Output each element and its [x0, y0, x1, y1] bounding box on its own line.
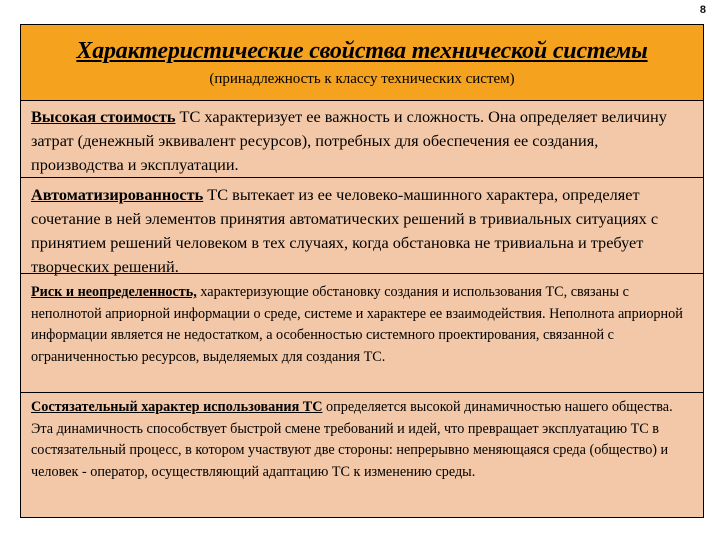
property-block-competitive: [21, 393, 703, 517]
property-description: определяется высокой динамичностью нашего общества. Эта динамичность способствует быстрой смене требований и идей, что превращает эксплуатацию ТС в состязательный процесс, в котором участвуют две стороны: непрерывно меняющаяся среда (общество) и человек - оператор, осуществляющий адаптацию ТС к изменению среды.: [31, 399, 673, 480]
slide: [20, 24, 704, 518]
property-term: Высокая стоимость: [31, 107, 176, 126]
property-description: характеризующие обстановку создания и использования ТС, связаны с неполнотой априорной информации о среде, системе и характере ее взаимодействия. Неполнота априорной информации является не недостатком, а особенностью системного проектирования, связанной с ограниченностью ресурсов, выделяемых для создания ТС.: [31, 284, 683, 365]
property-block-risk: [21, 274, 703, 393]
slide-header: [21, 25, 703, 101]
slide-subtitle: (принадлежность к классу технических систем): [209, 71, 515, 87]
property-block-automation: [21, 178, 703, 274]
property-description: ТС вытекает из ее человеко-машинного характера, определяет сочетание в ней элементов принятия автоматических решений в тривиальных ситуациях с принятием решений человеком в тех случаях, когда обстановка не тривиальна и требует творческих решений.: [31, 185, 659, 276]
property-term: Автоматизированность: [31, 185, 204, 204]
property-term: Состязательный характер использования ТС: [31, 399, 323, 415]
property-description: ТС характеризует ее важность и сложность. Она определяет величину затрат (денежный эквивалент ресурсов), потребных для обеспечения ее создания, производства и эксплуатации.: [31, 107, 667, 174]
page-number: 8: [699, 4, 706, 16]
slide-title: Характеристические свойства технической системы: [76, 38, 648, 64]
property-block-high-cost: [21, 101, 703, 178]
property-term: Риск и неопределенность,: [31, 284, 197, 300]
